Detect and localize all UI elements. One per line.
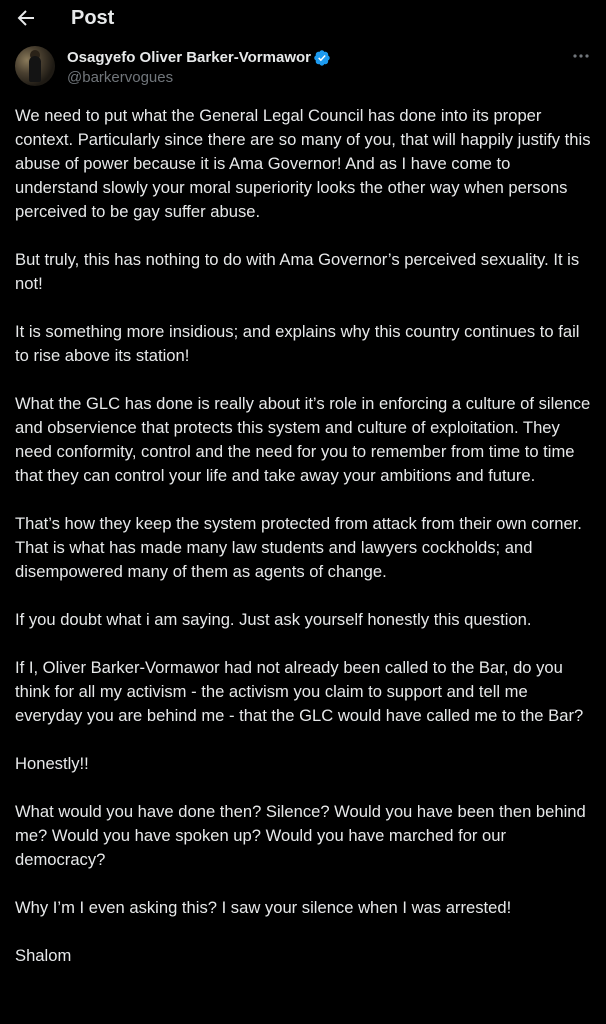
post-paragraph: We need to put what the General Legal Council has done into its proper context. Particularly since there are so many of you, that will happily justify this abuse of power because it is Ama Governor! And as I have come to understand slowly your moral superiority looks the other way when persons perceived to be gay suffer abuse. (15, 106, 591, 221)
more-horizontal-icon (571, 48, 591, 64)
post-paragraph: If I, Oliver Barker-Vormawor had not already been called to the Bar, do you think for all my activism - the activism you claim to support and tell me everyday you are behind me - that the GLC would have called me to the Bar? (15, 658, 584, 725)
author-name-row (67, 48, 331, 68)
post-paragraph: Why I’m I even asking this? I saw your silence when I was arrested! (15, 898, 512, 917)
author-name[interactable]: Osagyefo Oliver Barker-Vormawor (67, 49, 311, 66)
post-author (15, 46, 591, 90)
back-button[interactable] (14, 6, 38, 30)
post-paragraph: Honestly!! (15, 754, 89, 773)
more-options-button[interactable] (571, 48, 591, 64)
post-paragraph: What would you have done then? Silence? Would you have been then behind me? Would you have spoken up? Would you have marched for our democracy? (15, 802, 586, 869)
post-paragraph: What the GLC has done is really about it’s role in enforcing a culture of silence and observience that protects this system and culture of exploitation. They need conformity, control and the need for you to remember from time to time that they can control your life and take away your ambitions and future. (15, 394, 591, 485)
verified-badge-icon (313, 49, 331, 67)
author-handle[interactable]: @barkervogues (67, 69, 174, 86)
post-paragraph: It is something more insidious; and explains why this country continues to fail to rise above its station! (15, 322, 580, 365)
page-title: Post (71, 7, 115, 29)
avatar[interactable] (15, 46, 55, 86)
arrow-left-icon (14, 6, 38, 30)
post-text (15, 104, 593, 992)
post-paragraph: If you doubt what i am saying. Just ask yourself honestly this question. (15, 610, 532, 629)
post-paragraph: That’s how they keep the system protected from attack from their own corner. That is what has made many law students and lawyers cockholds; and disempowered many of them as agents of change. (15, 514, 582, 581)
top-bar (0, 0, 606, 40)
post-paragraph: But truly, this has nothing to do with Ama Governor’s perceived sexuality. It is not! (15, 250, 580, 293)
post-paragraph: Shalom (15, 946, 72, 965)
